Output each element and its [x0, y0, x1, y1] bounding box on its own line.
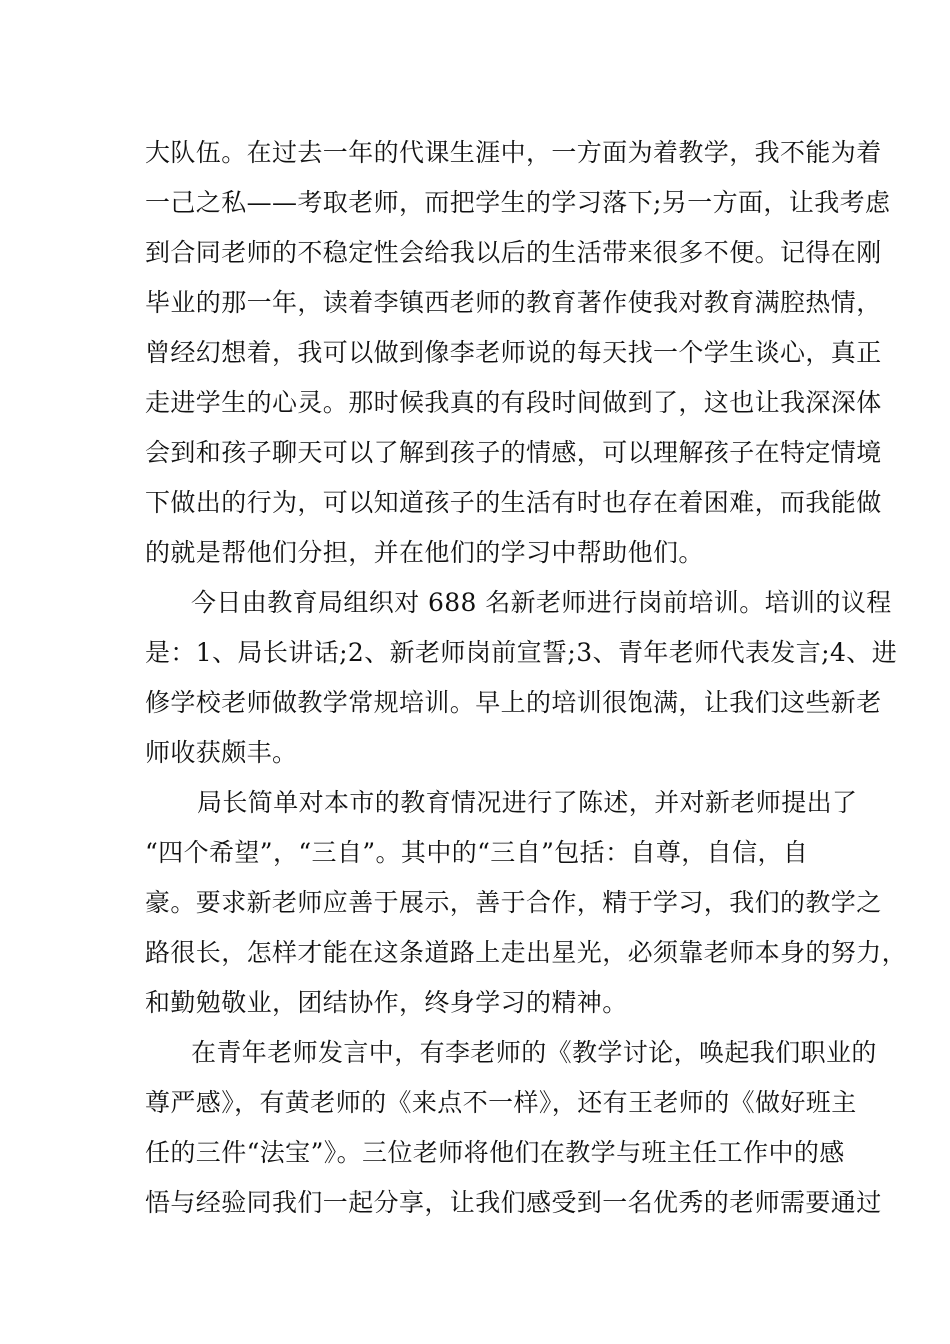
text-line: 下做出的行为，可以知道孩子的生活有时也存在着困难，而我能做: [145, 488, 882, 517]
text-line: 到合同老师的不稳定性会给我以后的生活带来很多不便。记得在刚: [145, 238, 882, 267]
text-line: 豪。要求新老师应善于展示，善于合作，精于学习，我们的教学之: [145, 888, 882, 917]
text-line: 的就是帮他们分担，并在他们的学习中帮助他们。: [145, 538, 704, 567]
text-line: 悟与经验同我们一起分享，让我们感受到一名优秀的老师需要通过: [145, 1188, 882, 1217]
text-line: 是：1、局长讲话;2、新老师岗前宣誓;3、青年老师代表发言;4、进: [145, 638, 898, 667]
text-line: 任的三件“法宝”》。三位老师将他们在教学与班主任工作中的感: [145, 1138, 845, 1167]
paragraph-first-line: 今日由教育局组织对 688 名新老师进行岗前培训。培训的议程: [191, 588, 892, 617]
paragraph-first-line: 在青年老师发言中，有李老师的《教学讨论，唤起我们职业的: [191, 1038, 877, 1067]
text-line: 毕业的那一年，读着李镇西老师的教育著作使我对教育满腔热情，: [145, 288, 882, 317]
text-line: “四个希望”，“三自”。其中的“三自”包括：自尊，自信，自: [145, 838, 809, 867]
document-body: [145, 128, 908, 1228]
text-line: 尊严感》，有黄老师的《来点不一样》，还有王老师的《做好班主: [145, 1088, 857, 1117]
text-line: 走进学生的心灵。那时候我真的有段时间做到了，这也让我深深体: [145, 388, 882, 417]
text-line: 曾经幻想着，我可以做到像李老师说的每天找一个学生谈心，真正: [145, 338, 882, 367]
text-line: 路很长，怎样才能在这条道路上走出星光，必须靠老师本身的努力，: [145, 938, 908, 967]
text-line: 会到和孩子聊天可以了解到孩子的情感，可以理解孩子在特定情境: [145, 438, 882, 467]
text-line: 大队伍。在过去一年的代课生涯中，一方面为着教学，我不能为着: [145, 138, 882, 167]
text-line: 师收获颇丰。: [145, 738, 298, 767]
text-line: 修学校老师做教学常规培训。早上的培训很饱满，让我们这些新老: [145, 688, 882, 717]
paragraph-first-line: 局长简单对本市的教育情况进行了陈述，并对新老师提出了: [197, 788, 858, 817]
text-line: 一己之私——考取老师，而把学生的学习落下;另一方面，让我考虑: [145, 188, 891, 217]
text-line: 和勤勉敬业，团结协作，终身学习的精神。: [145, 988, 628, 1017]
